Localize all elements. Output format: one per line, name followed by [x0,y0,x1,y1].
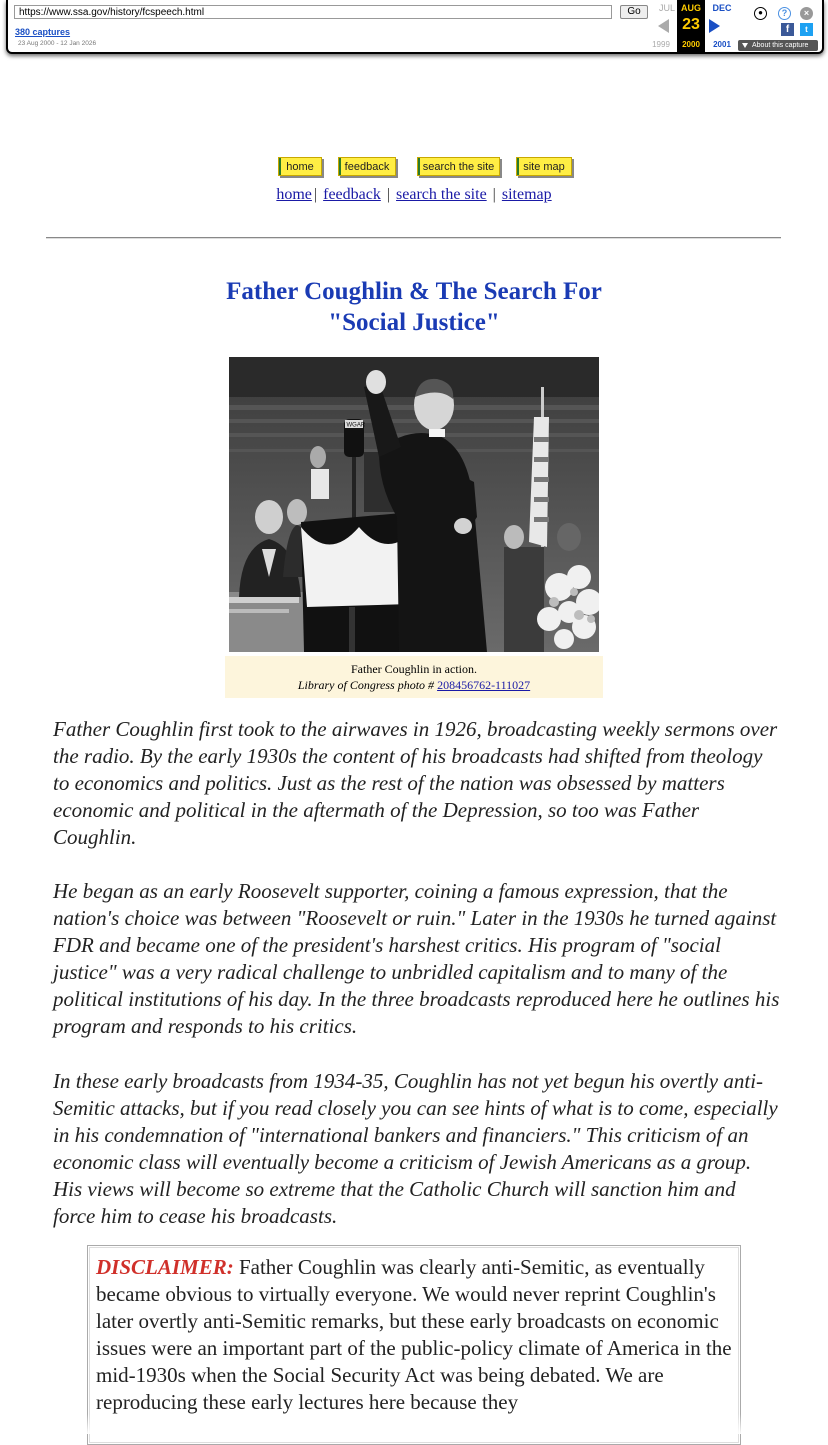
current-day: 23 [682,16,700,33]
search-site-button[interactable]: search the site [417,157,500,176]
caption-text: Father Coughlin in action. [351,662,477,676]
sitemap-link[interactable]: sitemap [501,186,552,203]
wayback-toolbar [6,0,824,54]
coughlin-photo [229,357,599,652]
nav-separator: | [386,186,391,203]
current-year: 2000 [682,40,700,49]
current-month: AUG [681,3,701,13]
feedback-link[interactable]: feedback [323,186,381,203]
prev-capture-arrow-icon[interactable] [658,19,669,33]
intro-paragraph-2: He began as an early Roosevelt supporter, coining a famous expression, that the nation's choice was between "Roosevelt or ruin." Later in the 1930s he turned against FDR and became one of the president's harshest critics. His program of "social justice" was a very radical challenge to unbridled capitalism and to many of the political institutions of his day. In the three broadcasts reproduced here he outlines his program and responds to his critics. [53,879,780,1038]
next-capture-arrow-icon[interactable] [709,19,720,33]
site-map-button[interactable]: site map [516,157,572,176]
next-year-link[interactable]: 2001 [713,40,731,49]
prev-year-link[interactable]: 1999 [652,40,670,49]
url-input[interactable]: https://www.ssa.gov/history/fcspeech.html [14,5,612,19]
nav-separator: | [313,186,318,203]
caption-credit [225,677,603,693]
help-icon[interactable]: ? [778,7,791,20]
about-capture-button[interactable]: About this capture [738,40,818,51]
disclaimer-text: Father Coughlin was clearly anti-Semitic, as eventually became obvious to virtually everyone. We would never reprint Coughlin's later overtly anti-Semitic remarks, but these early broadcasts on economic issues were an important part of the public-policy climate of America in the mid-1930s when the Social Security Act was being debated. We are reproducing these early lectures here because they [96,1255,732,1414]
nav-button-bar [276,157,574,177]
page-title-line-1: Father Coughlin & The Search For [226,278,602,305]
twitter-icon[interactable]: t [800,23,813,36]
feedback-button[interactable]: feedback [338,157,396,176]
text-nav-links [0,186,828,204]
caption-credit-prefix: Library of Congress photo # [297,678,438,692]
bottom-fade [0,1414,828,1434]
microphone-label: WGAR [346,422,366,429]
dropdown-triangle-icon [742,43,748,48]
intro-paragraph-3: In these early broadcasts from 1934-35, Coughlin has not yet begun his overtly anti-Semitic attacks, but if you read closely you can see hints of what is to come, especially in his condemnation of "international bankers and financiers." This criticism of an economic class will eventually become a criticism of Jewish Americans as a group. His views will become so extreme that the Catholic Church will sanction him and force him to cease his broadcasts. [53,1069,778,1228]
prev-month-link[interactable]: JUL [658,3,675,13]
photo-caption [225,656,603,698]
loc-photo-link[interactable]: 208456762-111027 [437,678,531,692]
search-site-link[interactable]: search the site [396,186,487,203]
page-title [0,276,828,338]
horizontal-divider [46,237,781,239]
capture-date-range: 23 Aug 2000 - 12 Jan 2026 [18,40,97,47]
nav-separator: | [492,186,496,203]
next-month-link[interactable]: DEC [712,3,732,13]
user-icon[interactable]: ● [754,7,767,20]
page-title-line-2: "Social Justice" [328,309,500,336]
intro-paragraph-1: Father Coughlin first took to the airwaves in 1926, broadcasting weekly sermons over the radio. By the early 1930s the content of his broadcasts had shifted from theology to economics and politics. Just as the rest of the nation was obsessed by matters economic and political in the aftermath of the Depression, so too was Father Coughlin. [53,717,778,849]
facebook-icon[interactable]: f [781,23,794,36]
captures-link[interactable]: 380 captures [15,27,71,37]
home-link[interactable]: home [276,186,312,203]
home-button[interactable]: home [278,157,322,176]
go-button[interactable]: Go [620,5,648,19]
disclaimer-label: DISCLAIMER: [96,1255,234,1279]
close-icon[interactable]: × [800,7,813,20]
